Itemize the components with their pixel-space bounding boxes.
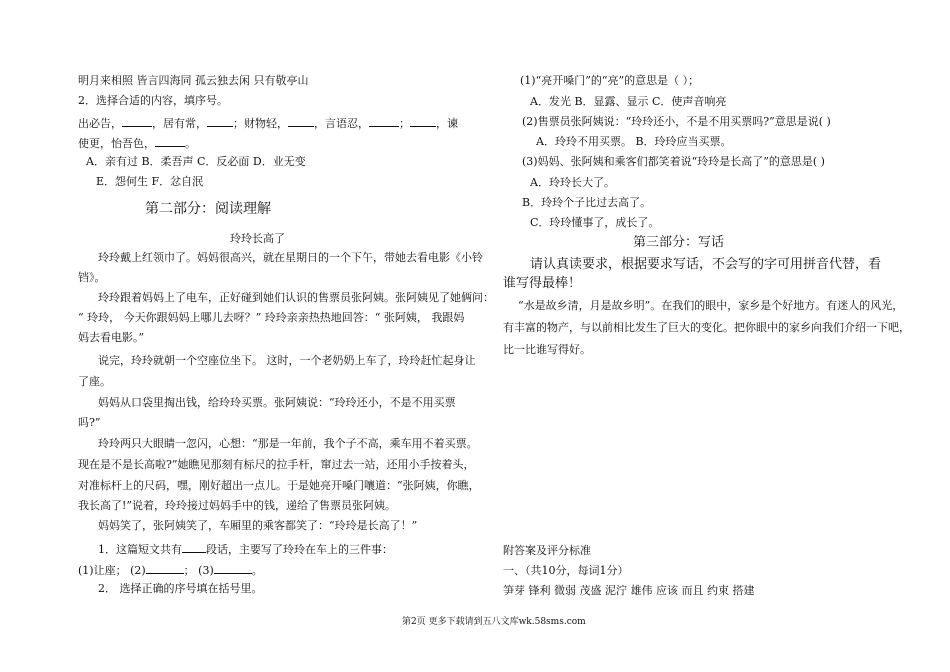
story-line: 妈去看电影。” [78,331,145,344]
answers-part-1: 一、（共10分，每词1分） [503,564,629,577]
question-1-blanks [78,561,263,579]
options-line-2: E．怨何生 F．忿自泯 [96,175,204,188]
section-3-title: 第三部分：写话 [633,235,725,250]
options-line-1: A．亲有过 B．柔吾声 C．反必面 D．业无变 [86,155,306,168]
story-line: 铛》。 [78,271,106,284]
story-line: 对准标杆上的尺码，嘿，刚好超出一点儿。于是她亮开嗓门嚷道：“张阿姨，你瞧， [78,479,480,492]
answer-blank[interactable] [207,114,233,127]
fill-text: ，言语忍， [314,117,369,130]
fill-text: 使更，怡吾色， [78,137,155,150]
answers-title: 附答案及评分标准 [503,544,591,557]
story-line: 说完，玲玲就朝一个空座位坐下。 这时，一个老奶奶上车了，玲玲赶忙起身让 [98,354,476,367]
answer-blank[interactable] [214,561,252,574]
reading-question-3-option-c: C．玲玲懂事了，成长了。 [530,216,660,229]
story-line: 玲玲跟着妈妈上了电车，正好碰到她们认识的售票员张阿姨。张阿姨见了她俩问： [98,291,494,304]
story-line: 我长高了!”说着，玲玲接过妈妈手中的钱，递给了售票员张阿姨。 [78,499,397,512]
reading-question-2-options: A．玲玲不用买票。 B．玲玲应当买票。 [536,135,732,148]
question-2-title: 2．选择合适的内容，填序号。 [78,94,228,107]
fill-text: ；财物轻， [233,117,288,130]
answer-blank[interactable] [122,114,152,127]
reading-question-1: (1)“亮开嗓门”的“亮”的意思是（ ）； [520,74,700,87]
answers-words: 笋芽 锋利 微弱 茂盛 泥泞 雄伟 应该 而且 约束 搭建 [503,584,755,597]
writing-requirement-line-2: 谁写得最棒！ [503,276,582,291]
story-line: 吗?” [78,416,101,429]
question-text: ； (3) [183,564,214,577]
story-line: 妈妈从口袋里掏出钱，给玲玲买票。张阿姨说：“玲玲还小，不是不用买票 [98,396,456,409]
writing-prompt-line-3: 比一比谁写得好。 [503,343,591,356]
story-line: 现在是不是长高啦?”她瞧见那刻有标尺的拉手杆，窜过去一站，还用小手按着头， [78,458,475,471]
fill-text: 出必告， [78,117,122,130]
reading-question-1-options: A．发光 B．显露、显示 C．使声音响亮 [530,95,727,108]
reading-question-3: (3)妈妈、张阿姨和乘客们都笑着说“玲玲是长高了”的意思是( ) [522,155,825,168]
answer-blank[interactable] [146,561,184,574]
page-footer: 第2页 更多下载请到五八文库wk.58sms.com [402,617,586,627]
story-line: 妈妈笑了，张阿姨笑了，车厢里的乘客都笑了：“玲玲是长高了！” [98,519,418,532]
reading-question-3-option-a: A．玲玲长大了。 [530,176,615,189]
writing-requirement-line-1: 请认真读要求，根据要求写话，不会写的字可用拼音代替，看 [530,257,882,272]
answer-blank[interactable] [182,540,206,553]
reading-question-2: (2)售票员张阿姨说：“玲玲还小，不是不用买票吗?”意思是说( ) [522,115,831,128]
writing-prompt-line-1: “水是故乡清，月是故乡明”。在我们的眼中，家乡是个好地方。有迷人的风光， [518,299,904,312]
answer-blank[interactable] [155,134,185,147]
answer-blank[interactable] [288,114,314,127]
question-1 [98,540,393,558]
question-text: (1)让座； (2) [78,564,146,577]
story-line: 玲玲两只大眼睛一忽闪，心想：“那是一年前，我个子不高，乘车用不着买票。 [98,437,478,450]
fill-text: ； [399,117,410,130]
answer-blank[interactable] [369,114,399,127]
fill-text: ，谏 [436,117,458,130]
fill-text: ，居有常， [152,117,207,130]
fill-line-2 [78,134,196,152]
question-2b: 2． 选择正确的序号填在括号里。 [98,582,263,595]
fill-text: 。 [185,137,196,150]
answer-blank[interactable] [410,114,436,127]
question-text: 。 [251,564,263,577]
question-text: 段话，主要写了玲玲在车上的三件事： [206,543,393,556]
question-text: 1．这篇短文共有 [98,543,182,556]
section-2-title: 第二部分：阅读理解 [145,201,271,217]
story-title: 玲玲长高了 [230,232,285,245]
story-line: “ 玲玲， 今天你跟妈妈上哪儿去呀？” 玲玲亲亲热热地回答：“ 张阿姨， 我跟妈 [78,311,465,324]
reading-question-3-option-b: B．玲玲个子比过去高了。 [522,196,652,209]
fill-line-1 [78,114,458,132]
story-line: 玲玲戴上红领巾了。妈妈很高兴，就在星期日的一个下午，带她去看电影《小铃 [98,251,483,264]
story-line: 了座。 [78,375,111,388]
writing-prompt-line-2: 有丰富的物产，与以前相比发生了巨大的变化。把你眼中的家乡向我们介绍一下吧， [503,321,910,334]
poem-line: 明月来相照 皆言四海同 孤云独去闲 只有敬亭山 [78,74,309,87]
